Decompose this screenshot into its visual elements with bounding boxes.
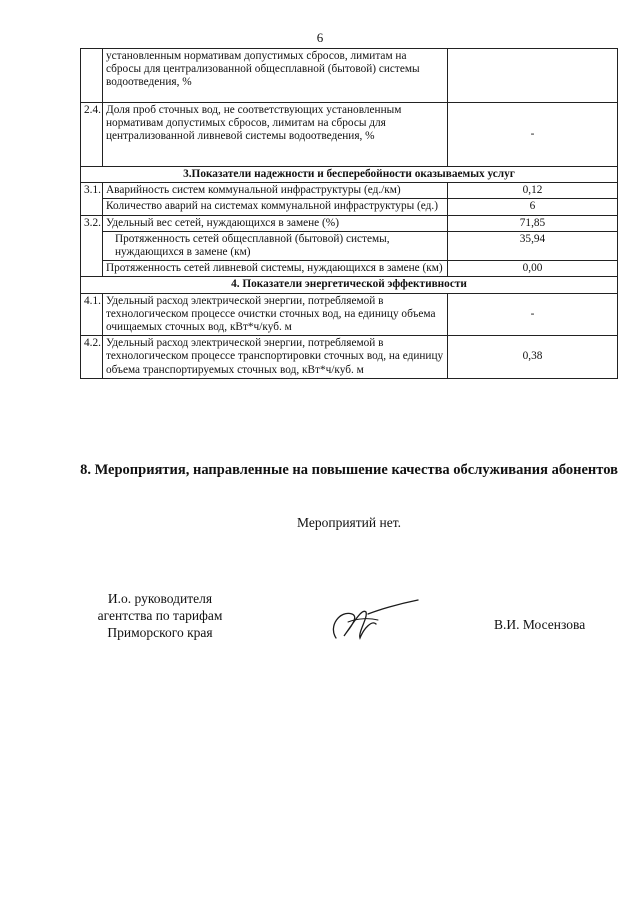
table-row bbox=[81, 336, 618, 379]
signer-name: В.И. Мосензова bbox=[494, 617, 586, 632]
row-value: 0,00 bbox=[448, 261, 618, 277]
row-value: 35,94 bbox=[448, 231, 618, 260]
row-text: Удельный вес сетей, нуждающихся в замене (%) bbox=[103, 215, 448, 231]
row-number bbox=[81, 49, 103, 103]
table-row bbox=[81, 231, 618, 260]
section-row bbox=[81, 277, 618, 293]
signer-title bbox=[80, 590, 240, 641]
section-row bbox=[81, 167, 618, 183]
row-text: Удельный расход электрической энергии, потребляемой в технологическом процессе очистки сточных вод, на единицу объема очищаемых сточных вод, кВт*ч/куб. м bbox=[103, 293, 448, 336]
section-title: 3.Показатели надежности и бесперебойности оказываемых услуг bbox=[81, 167, 618, 183]
row-text: Удельный расход электрической энергии, потребляемой в технологическом процессе транспортировки сточных вод, на единицу объема транспортируемых сточных вод, кВт*ч/куб. м bbox=[103, 336, 448, 379]
section-title: 4. Показатели энергетической эффективности bbox=[81, 277, 618, 293]
table-row bbox=[81, 49, 618, 103]
indicators-table bbox=[80, 48, 618, 379]
signer-title-line: И.о. руководителя bbox=[107, 591, 213, 606]
row-text: Доля проб сточных вод, не соответствующих установленным нормативам допустимых сбросов, лимитам на сбросы для централизованной ливневой системы водоотведения, % bbox=[103, 103, 448, 167]
table-row bbox=[81, 261, 618, 277]
section-8-note: Мероприятий нет. bbox=[297, 515, 401, 530]
signer-title-line: агентства по тарифам bbox=[97, 608, 223, 623]
row-text: установленным нормативам допустимых сбросов, лимитам на сбросы для централизованной общесплавной (бытовой) системы водоотведения, % bbox=[103, 49, 448, 103]
row-text: Аварийность систем коммунальной инфраструктуры (ед./км) bbox=[103, 183, 448, 199]
row-value: 0,38 bbox=[448, 336, 618, 379]
row-value: 71,85 bbox=[448, 215, 618, 231]
table-row bbox=[81, 183, 618, 199]
row-text: Протяженность сетей ливневой системы, нуждающихся в замене (км) bbox=[103, 261, 448, 277]
table-row bbox=[81, 293, 618, 336]
row-value bbox=[448, 49, 618, 103]
page-number: 6 bbox=[316, 30, 324, 45]
table-row bbox=[81, 103, 618, 167]
row-number: 3.2. bbox=[81, 215, 103, 277]
row-text: Количество аварий на системах коммунальной инфраструктуры (ед.) bbox=[103, 199, 448, 215]
row-number: 2.4. bbox=[81, 103, 103, 167]
row-number: 3.1. bbox=[81, 183, 103, 215]
table-row bbox=[81, 199, 618, 215]
row-value: - bbox=[448, 293, 618, 336]
row-value: - bbox=[448, 103, 618, 167]
row-text: Протяженность сетей общесплавной (бытовой) системы, нуждающихся в замене (км) bbox=[103, 231, 448, 260]
row-number: 4.2. bbox=[81, 336, 103, 379]
handwritten-signature bbox=[318, 596, 422, 646]
row-value: 0,12 bbox=[448, 183, 618, 199]
table-row bbox=[81, 215, 618, 231]
section-8-heading: 8. Мероприятия, направленные на повышение качества обслуживания абонентов bbox=[80, 462, 618, 478]
row-number: 4.1. bbox=[81, 293, 103, 336]
row-value: 6 bbox=[448, 199, 618, 215]
signer-title-line: Приморского края bbox=[107, 625, 213, 640]
